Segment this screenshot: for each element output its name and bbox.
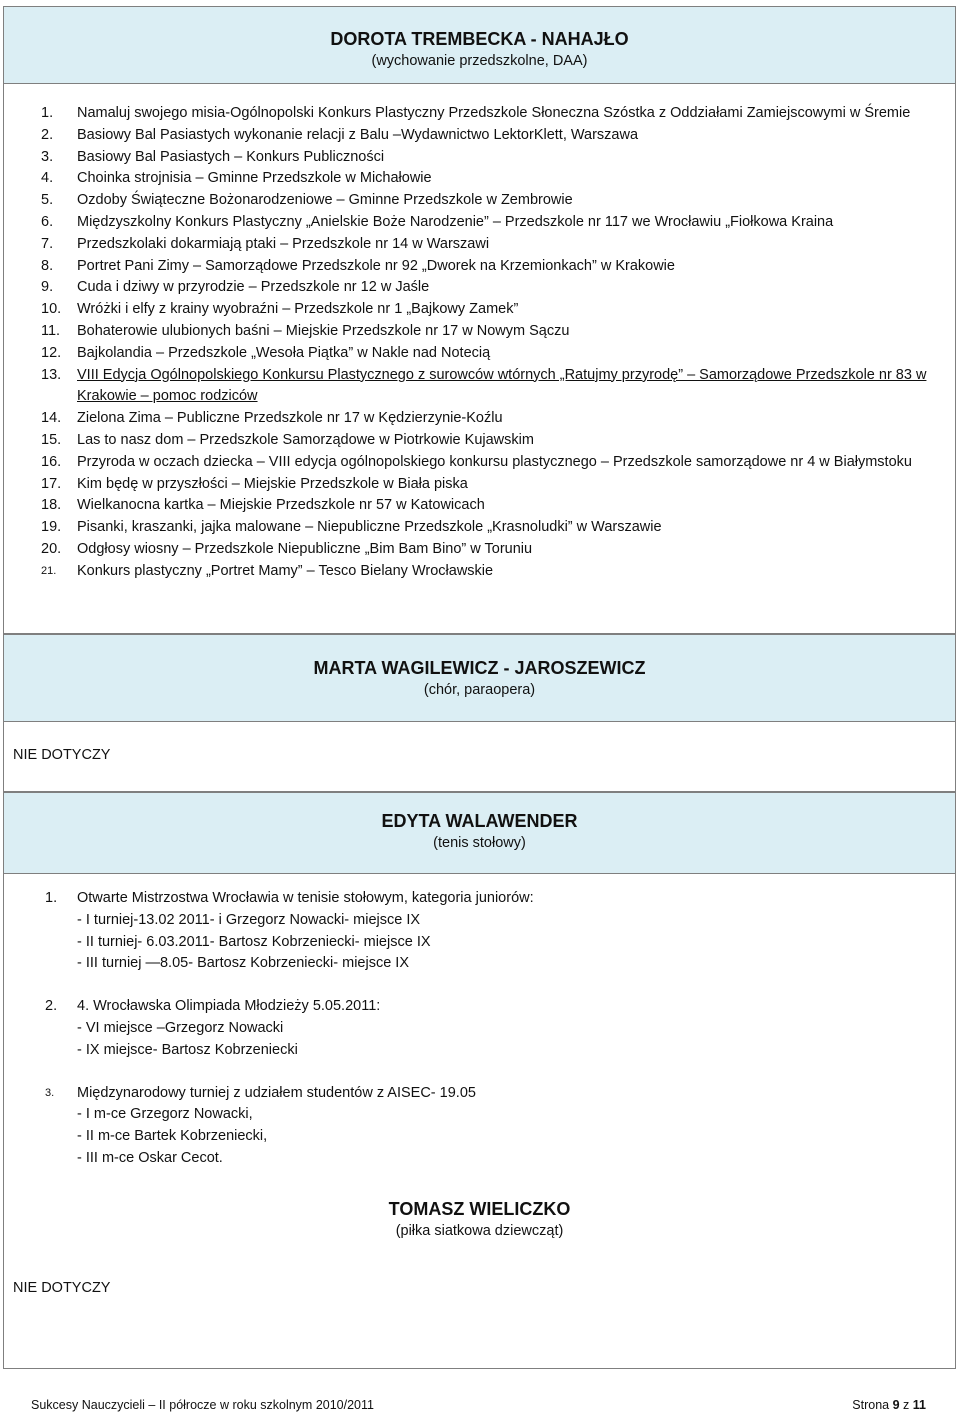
teacher-name: MARTA WAGILEWICZ - JAROSZEWICZ — [313, 658, 646, 678]
item-number: 6. — [41, 213, 54, 230]
section-header-dorota — [3, 6, 956, 84]
footer-title: Sukcesy Nauczycieli – II półrocze w roku szkolnym 2010/2011 — [31, 1398, 374, 1412]
not-applicable-text: NIE DOTYCZY — [13, 1280, 111, 1296]
entry-line: 4. Wrocławska Olimpiada Młodzieży 5.05.2011: — [77, 998, 381, 1015]
item-text: Zielona Zima – Publiczne Przedszkole nr 17 w Kędzierzynie-Koźlu — [77, 410, 503, 427]
item-number: 14. — [41, 410, 62, 427]
entry-line: - III m-ce Oskar Cecot. — [77, 1149, 223, 1166]
teacher-subject: (wychowanie przedszkolne, DAA) — [371, 53, 588, 69]
section-body-edyta — [3, 874, 956, 1369]
item-text: Międzyszkolny Konkurs Plastyczny „Anielskie Boże Narodzenie” – Przedszkole nr 117 we Wrocławiu „Fiołkowa Kraina — [77, 213, 834, 230]
list-item — [4, 539, 955, 561]
item-number: 21. — [41, 564, 57, 577]
list-item — [4, 408, 955, 430]
list-item — [4, 299, 955, 321]
list-item — [4, 277, 955, 299]
section-body-marta — [3, 722, 956, 792]
list-item — [4, 474, 955, 496]
item-number: 11. — [41, 322, 61, 339]
entry-line: - II m-ce Bartek Kobrzeniecki, — [77, 1128, 268, 1145]
item-number: 13. — [41, 366, 62, 383]
entry-line: Otwarte Mistrzostwa Wrocławia w tenisie stołowym, kategoria juniorów: — [77, 890, 534, 906]
page-separator: z — [903, 1398, 910, 1412]
item-number: 20. — [41, 540, 62, 557]
item-text: Las to nasz dom – Przedszkole Samorządowe w Piotrkowie Kujawskim — [77, 431, 534, 448]
item-text: Basiowy Bal Pasiastych – Konkurs Publiczności — [77, 148, 385, 165]
page-footer — [31, 1398, 926, 1412]
list-item — [4, 495, 955, 517]
list-item — [4, 147, 955, 169]
list-item — [4, 234, 955, 256]
page-label: Strona — [852, 1398, 890, 1412]
item-text: Odgłosy wiosny – Przedszkole Niepubliczne „Bim Bam Bino” w Toruniu — [77, 540, 533, 557]
entry-block-3 — [4, 1083, 955, 1170]
entry-number: 3. — [45, 1086, 55, 1099]
list-item — [4, 190, 955, 212]
item-number: 16. — [41, 453, 62, 470]
item-number: 8. — [41, 257, 54, 274]
item-text: Ozdoby Świąteczne Bożonarodzeniowe – Gminne Przedszkole w Zembrowie — [77, 192, 573, 209]
item-text: Przedszkolaki dokarmiają ptaki – Przedszkole nr 14 w Warszawi — [77, 235, 490, 252]
entry-block-1 — [4, 888, 955, 975]
item-text: Pisanki, kraszanki, jajka malowane – Niepubliczne Przedszkole „Krasnoludki” w Warszawie — [77, 519, 662, 536]
item-text: Bajkolandia – Przedszkole „Wesoła Piątka” w Nakle nad Notecią — [77, 344, 491, 361]
item-number: 7. — [41, 235, 54, 252]
page-number: 9 — [892, 1398, 900, 1412]
page-total: 11 — [912, 1398, 926, 1412]
document-page — [3, 6, 956, 1369]
item-number: 4. — [41, 170, 54, 187]
list-item — [4, 561, 955, 583]
item-number: 15. — [41, 431, 62, 448]
item-text: Przyroda w oczach dziecka – VIII edycja ogólnopolskiego konkursu plastycznego – Przedszkole samorządowe nr 4 w Białymstoku — [77, 453, 912, 470]
item-number: 19. — [41, 519, 62, 536]
section-header-edyta — [3, 792, 956, 874]
teacher-subject: (chór, paraopera) — [423, 682, 536, 698]
entry-line: - I m-ce Grzegorz Nowacki, — [77, 1106, 253, 1123]
list-item — [4, 452, 955, 474]
entry-line: - I turniej-13.02 2011- i Grzegorz Nowacki- miejsce IX — [77, 911, 421, 928]
teacher-subject: (piłka siatkowa dziewcząt) — [395, 1223, 564, 1239]
list-item — [4, 430, 955, 452]
entry-line: - III turniej —8.05- Bartosz Kobrzeniecki- miejsce IX — [77, 955, 410, 972]
achievement-list — [4, 103, 955, 583]
not-applicable-text: NIE DOTYCZY — [13, 747, 111, 763]
teacher-name: DOROTA TREMBECKA - NAHAJŁO — [330, 29, 629, 49]
list-item — [4, 321, 955, 343]
item-number: 12. — [41, 344, 62, 361]
list-item — [4, 168, 955, 190]
entry-number: 1. — [45, 890, 58, 906]
list-item — [4, 125, 955, 147]
item-text: Namaluj swojego misia-Ogólnopolski Konkurs Plastyczny Przedszkole Słoneczna Szóstka z Oddziałami Zamiejscowymi w Śremie — [77, 105, 911, 121]
item-number: 17. — [41, 475, 62, 492]
item-text: Portret Pani Zimy – Samorządowe Przedszkole nr 92 „Dworek na Krzemionkach” w Krakowie — [77, 257, 675, 274]
item-number: 2. — [41, 126, 54, 143]
item-text: VIII Edycja Ogólnopolskiego Konkursu Plastycznego z surowców wtórnych „Ratujmy przyrodę” – Samorządowe Przedszkole nr 83 w Krakowie – pomoc rodziców — [77, 366, 927, 405]
section-header-marta — [3, 634, 956, 722]
list-item — [4, 256, 955, 278]
entry-number: 2. — [45, 998, 58, 1015]
teacher-heading-tomasz — [3, 1197, 956, 1241]
page-indicator — [852, 1398, 926, 1412]
item-text: Wróżki i elfy z krainy wyobraźni – Przedszkole nr 1 „Bajkowy Zamek” — [77, 301, 519, 318]
item-number: 5. — [41, 192, 54, 209]
item-text: Konkurs plastyczny „Portret Mamy” – Tesco Bielany Wrocławskie — [77, 562, 494, 579]
entry-line: - VI miejsce –Grzegorz Nowacki — [77, 1019, 284, 1036]
list-item — [4, 517, 955, 539]
list-item — [4, 212, 955, 234]
teacher-name: EDYTA WALAWENDER — [381, 811, 578, 831]
teacher-subject: (tenis stołowy) — [433, 835, 526, 851]
item-text: Bohaterowie ulubionych baśni – Miejskie Przedszkole nr 17 w Nowym Sączu — [77, 322, 570, 339]
item-number: 3. — [41, 148, 54, 165]
entry-line: - IX miejsce- Bartosz Kobrzeniecki — [77, 1041, 298, 1058]
item-text: Kim będę w przyszłości – Miejskie Przedszkole w Biała piska — [77, 475, 468, 492]
entry-line: - II turniej- 6.03.2011- Bartosz Kobrzeniecki- miejsce IX — [77, 933, 431, 950]
item-text: Wielkanocna kartka – Miejskie Przedszkole nr 57 w Katowicach — [77, 497, 485, 514]
item-number: 10. — [41, 301, 62, 318]
item-text: Choinka strojnisia – Gminne Przedszkole w Michałowie — [77, 170, 432, 187]
entry-block-2 — [4, 996, 955, 1061]
entry-line: Międzynarodowy turniej z udziałem studentów z AISEC- 19.05 — [77, 1084, 476, 1101]
list-item — [4, 103, 955, 125]
teacher-name: TOMASZ WIELICZKO — [388, 1199, 571, 1219]
item-text: Basiowy Bal Pasiastych wykonanie relacji z Balu –Wydawnictwo LektorKlett, Warszawa — [77, 126, 639, 143]
item-number: 1. — [41, 105, 54, 121]
item-text: Cuda i dziwy w przyrodzie – Przedszkole nr 12 w Jaśle — [77, 279, 430, 296]
section-body-dorota — [3, 84, 956, 634]
item-number: 18. — [41, 497, 62, 514]
list-item — [4, 343, 955, 365]
list-item — [4, 365, 955, 409]
item-number: 9. — [41, 279, 54, 296]
